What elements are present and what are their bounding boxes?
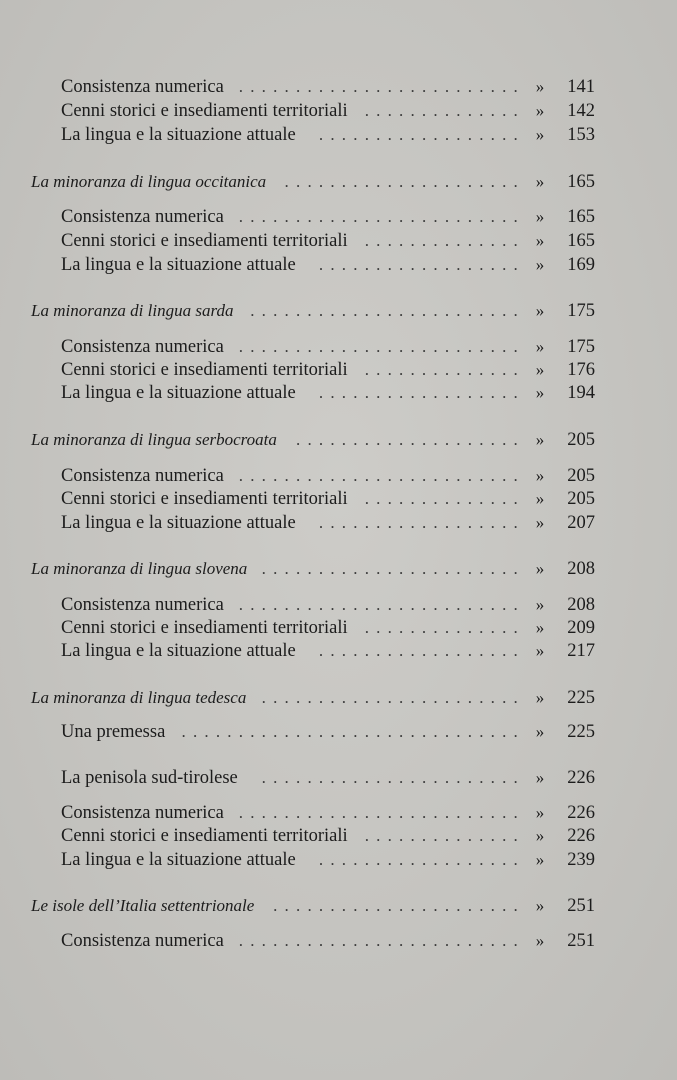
toc-ditto-marker: » (535, 430, 545, 449)
toc-ditto-marker: » (535, 101, 545, 120)
toc-section-title: Le isole dell’Italia settentrionale (31, 896, 255, 915)
toc-page-number: 226 (567, 803, 595, 823)
toc-entry-row (0, 253, 677, 277)
toc-page-number: 175 (567, 301, 595, 321)
toc-section-title: La minoranza di lingua slovena (31, 559, 248, 578)
toc-section-row (0, 170, 677, 194)
toc-leader-dots: .................. (318, 641, 525, 660)
toc-entry-row (0, 335, 677, 359)
toc-ditto-marker: » (535, 466, 545, 485)
toc-leader-dots: ....................... (261, 688, 525, 707)
toc-entry-title: Consistenza numerica (61, 803, 224, 823)
toc-ditto-marker: » (535, 850, 545, 869)
toc-entry-row (0, 511, 677, 535)
toc-entry-row (0, 123, 677, 147)
toc-entry-title: Consistenza numerica (61, 466, 224, 486)
toc-leader-dots: ..................... (284, 172, 525, 191)
toc-leader-dots: ......................... (238, 337, 525, 356)
toc-entry-title: La lingua e la situazione attuale (61, 641, 296, 661)
toc-entry-row (0, 848, 677, 872)
toc-page-number: 207 (567, 513, 595, 533)
toc-leader-dots: .................. (318, 383, 525, 402)
toc-page-number: 205 (567, 489, 595, 509)
toc-page-number: 153 (567, 125, 595, 145)
toc-section-title: La minoranza di lingua serbocroata (31, 430, 277, 449)
toc-ditto-marker: » (535, 618, 545, 637)
toc-entry-title: Cenni storici e insediamenti territoriali (61, 360, 348, 380)
toc-page-number: 225 (567, 688, 595, 708)
toc-leader-dots: .............. (364, 101, 525, 120)
toc-entry-title: Cenni storici e insediamenti territoriali (61, 618, 348, 638)
toc-entry-row (0, 358, 677, 382)
toc-page-number: 208 (567, 595, 595, 615)
toc-ditto-marker: » (535, 513, 545, 532)
toc-leader-dots: .................. (318, 125, 525, 144)
toc-page-number: 169 (567, 255, 595, 275)
toc-leader-dots: .............. (364, 489, 525, 508)
toc-entry-row (0, 824, 677, 848)
toc-ditto-marker: » (535, 255, 545, 274)
toc-entry-title: Cenni storici e insediamenti territoriali (61, 489, 348, 509)
toc-leader-dots: .................... (296, 430, 525, 449)
toc-entry-row (0, 593, 677, 617)
toc-entry-row (0, 616, 677, 640)
toc-entry-title: Una premessa (61, 722, 166, 742)
toc-page-number: 208 (567, 559, 595, 579)
toc-entry-title: Cenni storici e insediamenti territoriali (61, 826, 348, 846)
toc-ditto-marker: » (535, 688, 545, 707)
toc-page-number: 217 (567, 641, 595, 661)
toc-entry-row (0, 75, 677, 99)
toc-section-title: La minoranza di lingua occitanica (31, 172, 267, 191)
toc-page-number: 209 (567, 618, 595, 638)
toc-entry-title: Consistenza numerica (61, 207, 224, 227)
toc-entry-title: La lingua e la situazione attuale (61, 255, 296, 275)
toc-leader-dots: ........................ (250, 301, 525, 320)
toc-section-row (0, 299, 677, 323)
toc-leader-dots: .................. (318, 513, 525, 532)
toc-ditto-marker: » (535, 826, 545, 845)
toc-leader-dots: ......................... (238, 466, 525, 485)
toc-page-number: 205 (567, 430, 595, 450)
toc-ditto-marker: » (535, 77, 545, 96)
toc-page-number: 226 (567, 768, 595, 788)
toc-page-number: 165 (567, 231, 595, 251)
toc-leader-dots: ......................... (238, 595, 525, 614)
toc-entry-row (0, 205, 677, 229)
toc-ditto-marker: » (535, 641, 545, 660)
toc-section-title: La minoranza di lingua tedesca (31, 688, 247, 707)
toc-leader-dots: .............. (364, 360, 525, 379)
toc-ditto-marker: » (535, 301, 545, 320)
toc-ditto-marker: » (535, 231, 545, 250)
toc-section-row (0, 894, 677, 918)
toc-entry-title: La lingua e la situazione attuale (61, 850, 296, 870)
toc-page-number: 226 (567, 826, 595, 846)
toc-page-number: 142 (567, 101, 595, 121)
toc-section-row (0, 686, 677, 710)
toc-leader-dots: .............. (364, 231, 525, 250)
toc-page-number: 175 (567, 337, 595, 357)
toc-ditto-marker: » (535, 722, 545, 741)
toc-entry-row (0, 464, 677, 488)
toc-ditto-marker: » (535, 125, 545, 144)
toc-section-row (0, 428, 677, 452)
toc-leader-dots: ......................... (238, 77, 525, 96)
toc-entry-title: Cenni storici e insediamenti territoriali (61, 101, 348, 121)
toc-leader-dots: ....................... (261, 768, 525, 787)
toc-leader-dots: .............. (364, 826, 525, 845)
toc-leader-dots: .................. (318, 255, 525, 274)
toc-leader-dots: ......................... (238, 931, 525, 950)
toc-entry-title: Consistenza numerica (61, 77, 224, 97)
toc-page-number: 165 (567, 172, 595, 192)
toc-ditto-marker: » (535, 337, 545, 356)
toc-ditto-marker: » (535, 489, 545, 508)
toc-ditto-marker: » (535, 383, 545, 402)
toc-leader-dots: ....................... (261, 559, 525, 578)
toc-leader-dots: ...................... (273, 896, 525, 915)
toc-ditto-marker: » (535, 559, 545, 578)
toc-entry-row (0, 381, 677, 405)
toc-ditto-marker: » (535, 360, 545, 379)
toc-entry-title: Consistenza numerica (61, 931, 224, 951)
toc-page-number: 194 (567, 383, 595, 403)
toc-leader-dots: .............. (364, 618, 525, 637)
toc-ditto-marker: » (535, 172, 545, 191)
toc-page-number: 251 (567, 931, 595, 951)
toc-leader-dots: .............................. (181, 722, 525, 741)
toc-ditto-marker: » (535, 931, 545, 950)
toc-entry-title: Consistenza numerica (61, 337, 224, 357)
toc-ditto-marker: » (535, 803, 545, 822)
toc-page-number: 176 (567, 360, 595, 380)
toc-page-number: 251 (567, 896, 595, 916)
toc-entry-title: La penisola sud-tirolese (61, 768, 238, 788)
toc-leader-dots: ......................... (238, 803, 525, 822)
toc-entry-row (0, 929, 677, 953)
toc-entry-row (0, 720, 677, 744)
toc-page-number: 205 (567, 466, 595, 486)
toc-page-number: 239 (567, 850, 595, 870)
toc-entry-row (0, 99, 677, 123)
toc-entry-title: La lingua e la situazione attuale (61, 513, 296, 533)
toc-entry-title: Consistenza numerica (61, 595, 224, 615)
toc-ditto-marker: » (535, 207, 545, 226)
toc-entry-title: Cenni storici e insediamenti territoriali (61, 231, 348, 251)
toc-page-number: 165 (567, 207, 595, 227)
toc-page-number: 225 (567, 722, 595, 742)
toc-entry-title: La lingua e la situazione attuale (61, 383, 296, 403)
toc-section-title: La minoranza di lingua sarda (31, 301, 234, 320)
toc-ditto-marker: » (535, 896, 545, 915)
toc-ditto-marker: » (535, 768, 545, 787)
toc-leader-dots: .................. (318, 850, 525, 869)
toc-section-row (0, 557, 677, 581)
toc-page-number: 141 (567, 77, 595, 97)
toc-entry-row (0, 639, 677, 663)
toc-entry-row (0, 766, 677, 790)
toc-entry-row (0, 487, 677, 511)
toc-ditto-marker: » (535, 595, 545, 614)
toc-entry-row (0, 229, 677, 253)
toc-entry-row (0, 801, 677, 825)
toc-entry-title: La lingua e la situazione attuale (61, 125, 296, 145)
toc-leader-dots: ......................... (238, 207, 525, 226)
